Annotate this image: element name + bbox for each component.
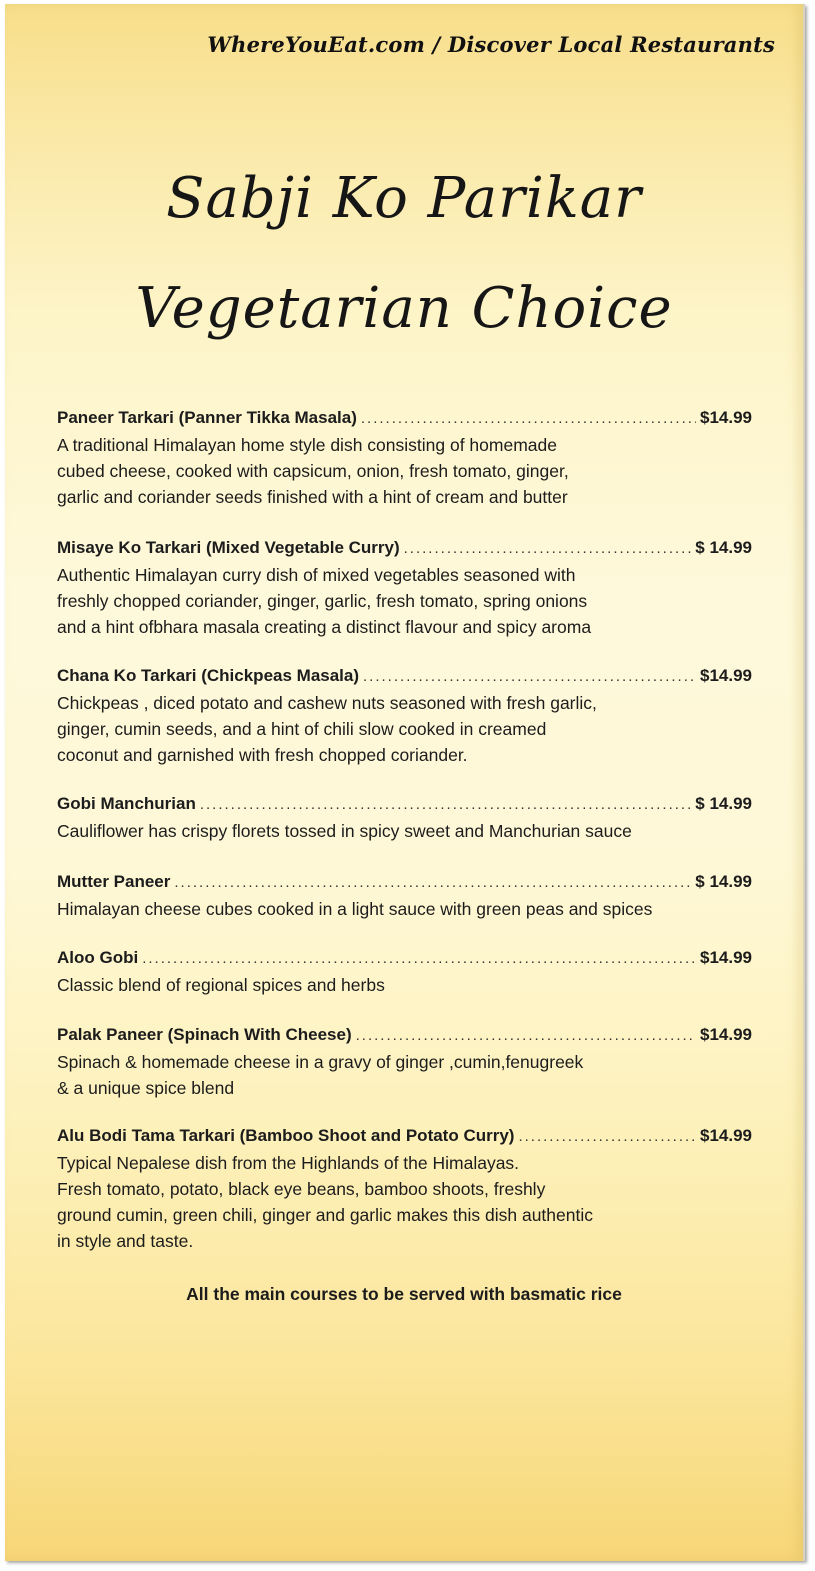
item-price: $14.99 — [700, 948, 752, 967]
menu-item-gobi-manchurian — [57, 794, 752, 844]
item-name: Chana Ko Tarkari (Chickpeas Masala) — [57, 666, 360, 685]
menu-item-aloo-gobi — [57, 948, 752, 998]
dot-leader — [404, 540, 692, 557]
item-name: Mutter Paneer — [57, 872, 171, 891]
menu-item-paneer-tarkari — [57, 408, 752, 510]
dot-leader — [518, 1128, 696, 1145]
item-description: Chickpeas , diced potato and cashew nuts seasoned with fresh garlic, ginger, cumin seeds, and a hint of chili slow cooked in creamed coconut and garnished with fresh chopped coriander. — [57, 693, 597, 765]
item-name: Alu Bodi Tama Tarkari (Bamboo Shoot and Potato Curry) — [57, 1126, 515, 1145]
item-name: Misaye Ko Tarkari (Mixed Vegetable Curry) — [57, 538, 400, 557]
dot-leader — [361, 410, 696, 427]
item-description: Authentic Himalayan curry dish of mixed vegetables seasoned with freshly chopped coriander, ginger, garlic, fresh tomato, spring onions and a hint ofbhara masala creating a distinct flavour and spicy aroma — [57, 565, 592, 637]
dot-leader — [356, 1027, 696, 1044]
rice-note: All the main courses to be served with basmatic rice — [186, 1284, 622, 1304]
menu-item-alu-bodi-tama-tarkari — [57, 1126, 752, 1254]
menu-title-english: Vegetarian Choice — [135, 276, 673, 341]
item-name: Gobi Manchurian — [57, 794, 196, 813]
item-name: Paneer Tarkari (Panner Tikka Masala) — [57, 408, 357, 427]
item-price: $ 14.99 — [695, 872, 752, 891]
item-description: Classic blend of regional spices and herbs — [57, 975, 385, 995]
menu-item-misaye-ko-tarkari — [57, 538, 752, 640]
item-price: $ 14.99 — [695, 538, 752, 557]
item-price: $ 14.99 — [695, 794, 752, 813]
item-description: A traditional Himalayan home style dish consisting of homemade cubed cheese, cooked with capsicum, onion, fresh tomato, ginger, garlic and coriander seeds finished with a hint of cream and butter — [57, 435, 569, 507]
item-price: $14.99 — [700, 666, 752, 685]
menu-page — [5, 4, 805, 1561]
menu-item-mutter-paneer — [57, 872, 752, 922]
dot-leader — [363, 668, 696, 685]
item-price: $14.99 — [700, 1025, 752, 1044]
item-description: Spinach & homemade cheese in a gravy of ginger ,cumin,fenugreek & a unique spice blend — [57, 1052, 584, 1098]
item-name: Aloo Gobi — [57, 948, 139, 967]
dot-leader — [142, 950, 696, 967]
menu-item-chana-ko-tarkari — [57, 666, 752, 768]
item-name: Palak Paneer (Spinach With Cheese) — [57, 1025, 352, 1044]
menu-item-palak-paneer — [57, 1025, 752, 1101]
dot-leader — [174, 874, 691, 891]
menu-title-nepali: Sabji Ko Parikar — [166, 166, 642, 231]
item-price: $14.99 — [700, 408, 752, 427]
item-price: $14.99 — [700, 1126, 752, 1145]
item-description: Typical Nepalese dish from the Highlands of the Himalayas. Fresh tomato, potato, black eye beans, bamboo shoots, freshly ground cumin, green chili, ginger and garlic makes this dish authentic in style and taste. — [57, 1153, 593, 1251]
dot-leader — [200, 796, 691, 813]
item-description: Himalayan cheese cubes cooked in a light sauce with green peas and spices — [57, 899, 653, 919]
item-description: Cauliflower has crispy florets tossed in spicy sweet and Manchurian sauce — [57, 821, 632, 841]
site-watermark: WhereYouEat.com / Discover Local Restaurants — [207, 32, 775, 57]
